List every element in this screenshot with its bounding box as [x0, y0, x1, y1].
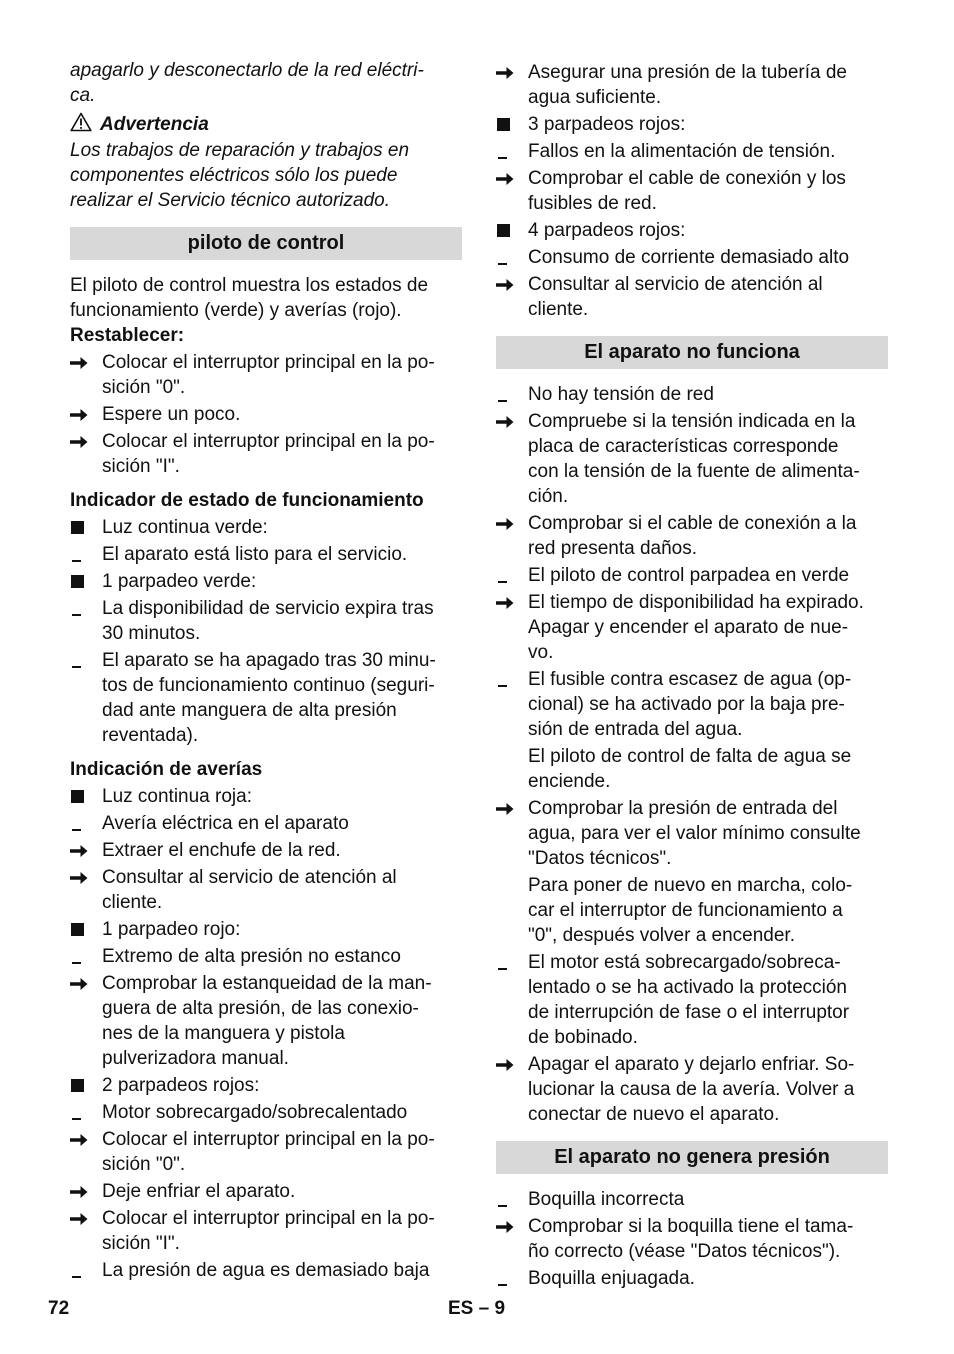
- arrow-right-icon: [496, 511, 528, 561]
- list-item: [496, 511, 888, 561]
- list-item-text: Colocar el interruptor principal en la po- sición "I".: [102, 1208, 435, 1254]
- list-item: [496, 1052, 888, 1127]
- dash-bullet-icon: [496, 563, 528, 588]
- list-item-text: Comprobar si la boquilla tiene el tama- ño correcto (véase "Datos técnicos").: [528, 1216, 854, 1262]
- square-bullet-icon: [70, 569, 102, 594]
- list-item-text: Luz continua roja:: [102, 786, 252, 807]
- list-item-text: Comprobar la estanqueidad de la man- guera de alta presión, de las conexio- nes de la manguera y pistola pulverizadora manual.: [102, 973, 432, 1069]
- list-item: [70, 838, 462, 863]
- list-item-text: Consultar al servicio de atención al cliente.: [528, 274, 823, 320]
- list-item-text: El fusible contra escasez de agua (op- cional) se ha activado por la baja pre- sión de entrada del agua.: [528, 669, 852, 740]
- list-item-text: Comprobar la presión de entrada del agua, para ver el valor mínimo consulte "Datos técnicos".: [528, 798, 861, 869]
- list-continuation: El piloto de control de falta de agua se enciende.: [528, 746, 852, 792]
- list-item: [496, 166, 888, 216]
- list-item-text: Fallos en la alimentación de tensión.: [528, 141, 836, 162]
- subheading: Indicador de estado de funcionamiento: [70, 490, 424, 511]
- list-item-text: Extraer el enchufe de la red.: [102, 840, 341, 861]
- arrow-right-icon: [496, 60, 528, 110]
- list-item: [496, 796, 888, 871]
- square-bullet-icon: [70, 515, 102, 540]
- list-item: [496, 139, 888, 164]
- list-item: [496, 563, 888, 588]
- dash-bullet-icon: [70, 811, 102, 836]
- list-item: [496, 272, 888, 322]
- list-item-text: 3 parpadeos rojos:: [528, 114, 686, 135]
- list-item-text: Colocar el interruptor principal en la po- sición "0".: [102, 352, 435, 398]
- language-page-label: ES – 9: [448, 1298, 506, 1319]
- list-item-text: El aparato está listo para el servicio.: [102, 544, 408, 565]
- list-item: [70, 917, 462, 942]
- list-item-text: Consultar al servicio de atención al cliente.: [102, 867, 397, 913]
- arrow-right-icon: [496, 272, 528, 322]
- dash-bullet-icon: [70, 542, 102, 567]
- list-item-text: El aparato se ha apagado tras 30 minu- tos de funcionamiento continuo (seguri- dad ante manguera de alta presión reventada).: [102, 650, 436, 746]
- list-continuation: Para poner de nuevo en marcha, colo- car el interruptor de funcionamiento a "0", después volver a encender.: [528, 875, 853, 946]
- arrow-right-icon: [70, 1127, 102, 1177]
- list-item: [70, 865, 462, 915]
- list-item: [70, 1206, 462, 1256]
- list-item: [70, 402, 462, 427]
- section-heading: piloto de control: [70, 227, 462, 260]
- list-item-text: El tiempo de disponibilidad ha expirado. Apagar y encender el aparato de nue- vo.: [528, 592, 864, 663]
- list-item: [70, 1179, 462, 1204]
- list-item: [70, 784, 462, 809]
- arrow-right-icon: [70, 865, 102, 915]
- list-item-text: Avería eléctrica en el aparato: [102, 813, 349, 834]
- list-item: [70, 596, 462, 646]
- list-item-text: 1 parpadeo rojo:: [102, 919, 241, 940]
- list-item: [70, 944, 462, 969]
- list-item: [496, 112, 888, 137]
- square-bullet-icon: [70, 784, 102, 809]
- list-item: [496, 950, 888, 1050]
- list-item-text: Luz continua verde:: [102, 517, 268, 538]
- arrow-right-icon: [70, 429, 102, 479]
- list-item: [70, 1258, 462, 1283]
- dash-bullet-icon: [70, 1100, 102, 1125]
- list-item-text: Comprobar si el cable de conexión a la red presenta daños.: [528, 513, 857, 559]
- list-item: [496, 667, 888, 742]
- right-column: [496, 58, 888, 1291]
- list-item: [496, 218, 888, 243]
- list-item-text: Apagar el aparato y dejarlo enfriar. So- lucionar la causa de la avería. Volver a conectar de nuevo el aparato.: [528, 1054, 855, 1125]
- list-item-text: La presión de agua es demasiado baja: [102, 1260, 430, 1281]
- list-item-text: 4 parpadeos rojos:: [528, 220, 686, 241]
- arrow-right-icon: [496, 796, 528, 871]
- list-item: [70, 1100, 462, 1125]
- section-heading: El aparato no funciona: [496, 336, 888, 369]
- dash-bullet-icon: [496, 382, 528, 407]
- list-item: [496, 1187, 888, 1212]
- dash-bullet-icon: [496, 1266, 528, 1291]
- list-item-text: El piloto de control parpadea en verde: [528, 565, 850, 586]
- list-item: [496, 409, 888, 509]
- list-item: [496, 590, 888, 665]
- list-item: [496, 1266, 888, 1291]
- list-item: [70, 811, 462, 836]
- list-item-text: Compruebe si la tensión indicada en la placa de características corresponde con la tensión de la fuente de alimenta- ción.: [528, 411, 860, 507]
- paragraph: El piloto de control muestra los estados de funcionamiento (verde) y averías (rojo).: [70, 275, 429, 321]
- list-item: [496, 60, 888, 110]
- arrow-right-icon: [70, 1206, 102, 1256]
- list-item-text: Extremo de alta presión no estanco: [102, 946, 401, 967]
- list-item: [496, 1214, 888, 1264]
- dash-bullet-icon: [496, 245, 528, 270]
- page-number: 72: [48, 1298, 70, 1319]
- warning-heading: [70, 112, 462, 138]
- arrow-right-icon: [496, 1214, 528, 1264]
- list-item: [70, 515, 462, 540]
- dash-bullet-icon: [496, 1187, 528, 1212]
- list-item-text: Motor sobrecargado/sobrecalentado: [102, 1102, 408, 1123]
- arrow-right-icon: [496, 166, 528, 216]
- square-bullet-icon: [496, 218, 528, 243]
- square-bullet-icon: [70, 917, 102, 942]
- square-bullet-icon: [70, 1073, 102, 1098]
- list-item: [70, 1073, 462, 1098]
- list-item-text: Colocar el interruptor principal en la po- sición "I".: [102, 431, 435, 477]
- dash-bullet-icon: [496, 667, 528, 742]
- list-item-text: Comprobar el cable de conexión y los fusibles de red.: [528, 168, 846, 214]
- list-item: [70, 648, 462, 748]
- list-item-text: Asegurar una presión de la tubería de agua suficiente.: [528, 62, 847, 108]
- list-item-text: Colocar el interruptor principal en la po- sición "0".: [102, 1129, 435, 1175]
- list-item-text: El motor está sobrecargado/sobreca- lentado o se ha activado la protección de interrupción de fase o el interruptor de bobinado.: [528, 952, 850, 1048]
- square-bullet-icon: [496, 112, 528, 137]
- list-item-text: Boquilla incorrecta: [528, 1189, 685, 1210]
- arrow-right-icon: [496, 590, 528, 665]
- arrow-right-icon: [70, 1179, 102, 1204]
- section-heading: El aparato no genera presión: [496, 1141, 888, 1174]
- list-item-text: Boquilla enjuagada.: [528, 1268, 695, 1289]
- arrow-right-icon: [70, 350, 102, 400]
- subheading: Indicación de averías: [70, 759, 263, 780]
- list-item-text: Consumo de corriente demasiado alto: [528, 247, 850, 268]
- arrow-right-icon: [496, 409, 528, 509]
- paragraph: Restablecer:: [70, 325, 185, 346]
- list-item-text: Deje enfriar el aparato.: [102, 1181, 296, 1202]
- warning-label: Advertencia: [100, 114, 209, 135]
- list-item-text: La disponibilidad de servicio expira tras 30 minutos.: [102, 598, 434, 644]
- list-item: [70, 542, 462, 567]
- list-item-text: 2 parpadeos rojos:: [102, 1075, 260, 1096]
- list-item-text: 1 parpadeo verde:: [102, 571, 257, 592]
- arrow-right-icon: [70, 838, 102, 863]
- left-column: [70, 58, 462, 1283]
- arrow-right-icon: [496, 1052, 528, 1127]
- list-item: [496, 245, 888, 270]
- dash-bullet-icon: [70, 648, 102, 748]
- dash-bullet-icon: [70, 596, 102, 646]
- dash-bullet-icon: [70, 944, 102, 969]
- dash-bullet-icon: [496, 950, 528, 1050]
- dash-bullet-icon: [70, 1258, 102, 1283]
- dash-bullet-icon: [496, 139, 528, 164]
- list-item: [70, 429, 462, 479]
- list-item: [70, 1127, 462, 1177]
- list-item: [70, 569, 462, 594]
- arrow-right-icon: [70, 402, 102, 427]
- list-item: [70, 971, 462, 1071]
- warning-triangle-icon: [70, 112, 100, 138]
- list-item-text: No hay tensión de red: [528, 384, 714, 405]
- list-item: [496, 382, 888, 407]
- paragraph: apagarlo y desconectarlo de la red eléctri- ca.: [70, 60, 424, 106]
- list-item: [70, 350, 462, 400]
- arrow-right-icon: [70, 971, 102, 1071]
- paragraph: Los trabajos de reparación y trabajos en componentes eléctricos sólo los puede realizar el Servicio técnico autorizado.: [70, 140, 410, 211]
- list-item-text: Espere un poco.: [102, 404, 241, 425]
